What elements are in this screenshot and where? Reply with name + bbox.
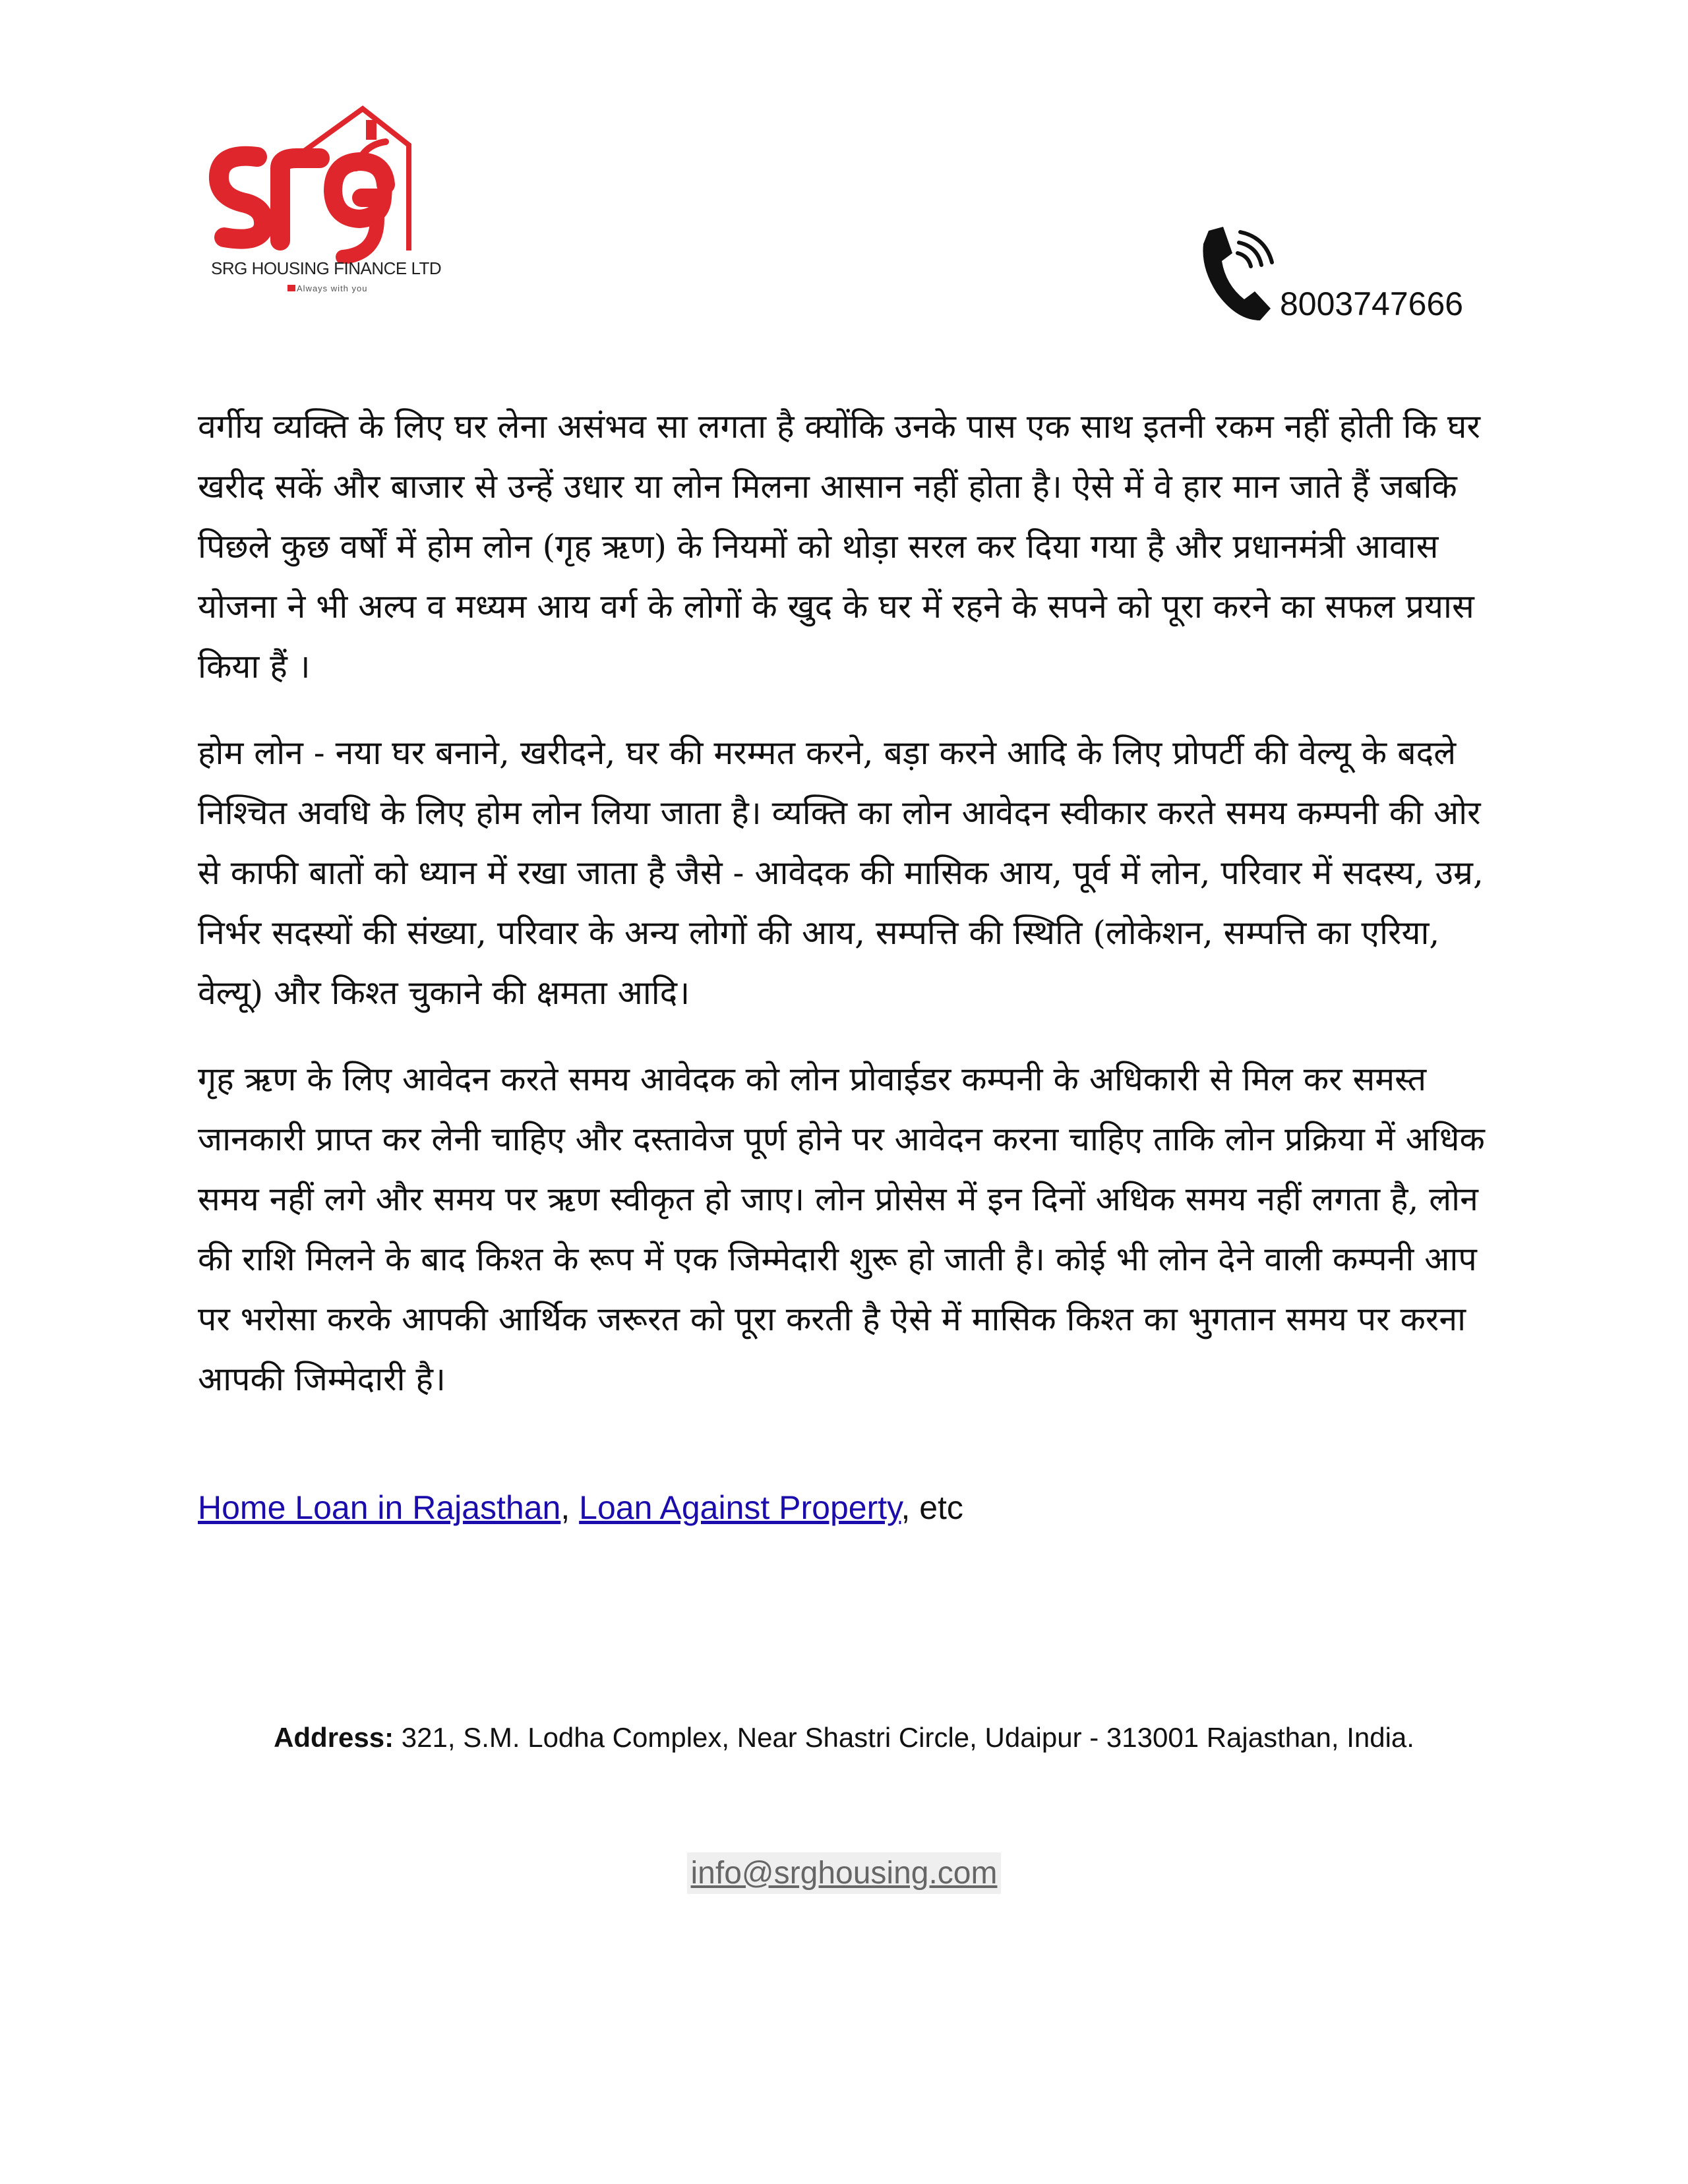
address-text: 321, S.M. Lodha Complex, Near Shastri Circle, Udaipur - 313001 Rajasthan, India. — [401, 1722, 1414, 1753]
links-suffix: , etc — [901, 1489, 963, 1526]
logo-tag-bar — [287, 285, 295, 291]
paragraph-application: गृह ऋण के लिए आवेदन करते समय आवेदक को लोन प्रोवाईडर कम्पनी के अधिकारी से मिल कर समस्त जानकारी प्राप्त कर लेनी चाहिए और दस्तावेज पूर्ण होने पर आवेदन करना चाहिए ताकि लोन प्रक्रिया में अधिक समय नहीं लगे और समय पर ऋण स्वीकृत हो जाए। लोन प्रोसेस में इन दिनों अधिक समय नहीं लगता है, लोन की राशि मिलने के बाद किश्त के रूप में एक जिम्मेदारी शुरू हो जाती है। कोई भी लोन देने वाली कम्पनी आप पर भरोसा करके आपकी आर्थिक जरूरत को पूरा करती है ऐसे में मासिक किश्त का भुगतान समय पर करना आपकी जिम्मेदारी है। — [198, 1060, 1485, 1398]
phone-number: 8003747666 — [1280, 285, 1464, 322]
link-separator: , — [560, 1489, 570, 1526]
article-body — [198, 397, 1490, 1436]
logo-company-name: SRG HOUSING FINANCE LTD — [211, 258, 442, 278]
email-link[interactable]: info@srghousing.com — [687, 1852, 1002, 1894]
paragraph-intro: वर्गीय व्यक्ति के लिए घर लेना असंभव सा लगता है क्योंकि उनके पास एक साथ इतनी रकम नहीं होती कि घर खरीद सकें और बाजार से उन्हें उधार या लोन मिलना आसान नहीं होता है। ऐसे में वे हार मान जाते हैं जबकि पिछले कुछ वर्षों में होम लोन (गृह ऋण) के नियमों को थोड़ा सरल कर दिया गया है और प्रधानमंत्री आवास योजना ने भी अल्प व मध्यम आय वर्ग के लोगों के खुद के घर में रहने के सपने को पूरा करने का सफल प्रयास किया हैं । — [198, 407, 1480, 686]
paragraph-home-loan: होम लोन - नया घर बनाने, खरीदने, घर की मरम्मत करने, बड़ा करने आदि के लिए प्रोपर्टी की वेल्यू के बदले निश्चित अवधि के लिए होम लोन लिया जाता है। व्यक्ति का लोन आवेदन स्वीकार करते समय कम्पनी की ओर से काफी बातों को ध्यान में रखा जाता है जैसे - आवेदक की मासिक आय, पूर्व में लोन, परिवार में सदस्य, उम्र, निर्भर सदस्यों की संख्या, परिवार के अन्य लोगों की आय, सम्पत्ति की स्थिति (लोकेशन, सम्पत्ति का एरिया, वेल्यू) और किश्त चुकाने की क्षमता आदि। — [198, 734, 1484, 1012]
company-logo — [204, 105, 442, 303]
home-loan-rajasthan-link[interactable]: Home Loan in Rajasthan — [198, 1489, 561, 1526]
related-links — [198, 1489, 963, 1527]
logo-tagline: Always with you — [297, 283, 368, 293]
footer-email — [0, 1852, 1688, 1894]
phone-icon — [1197, 224, 1276, 323]
loan-against-property-link[interactable]: Loan Against Property — [579, 1489, 901, 1526]
logo-house-mark — [204, 105, 415, 264]
footer-address — [0, 1722, 1688, 1754]
phone-contact[interactable] — [1197, 224, 1480, 323]
address-label: Address: — [274, 1722, 394, 1753]
